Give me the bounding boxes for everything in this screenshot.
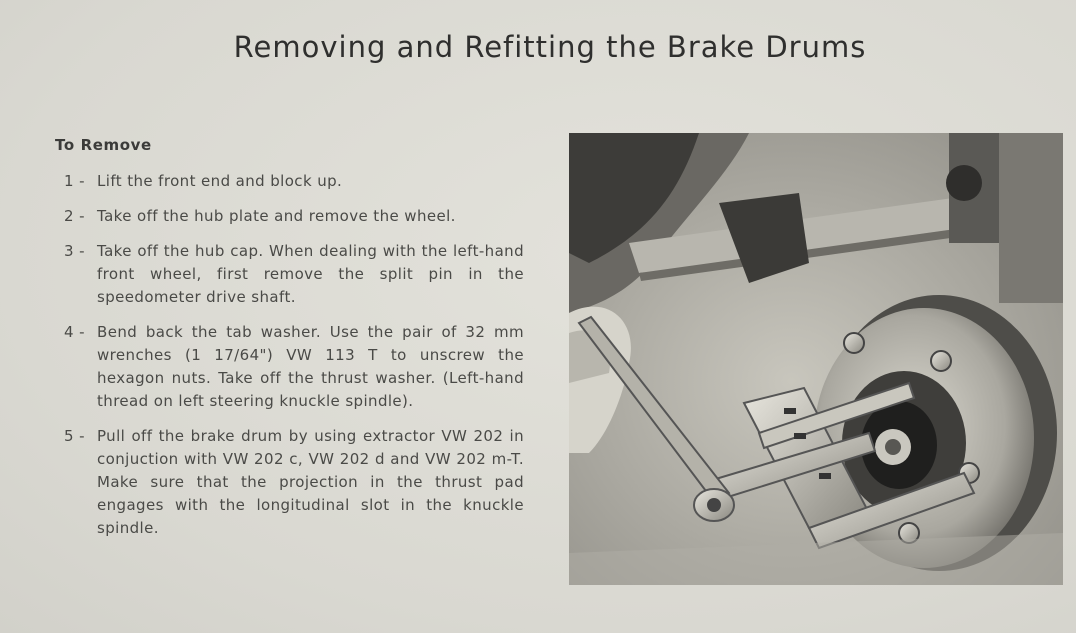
photo-illustration [569,133,1063,585]
step-text: Lift the front end and block up. [97,172,343,190]
step-item [64,425,524,540]
step-number: 1 - [64,172,85,190]
step-item [64,240,524,309]
step-text: Take off the hub cap. When dealing with the left-hand front wheel, first remove the split pin in the speedometer drive shaft. [97,242,524,306]
step-item [64,321,524,413]
step-item [64,170,524,193]
section-heading: To Remove [55,136,152,154]
brake-drum-extractor-photo [569,133,1063,585]
step-number: 4 - [64,323,85,341]
page-title: Removing and Refitting the Brake Drums [233,30,867,64]
instruction-steps [64,170,524,552]
step-text: Bend back the tab washer. Use the pair of 32 mm wrenches (1 17/64") VW 113 T to unscrew the hexagon nuts. Take off the thrust washer. (Left-hand thread on left steering knuckle spindle). [97,323,524,410]
step-number: 2 - [64,207,85,225]
step-number: 3 - [64,242,85,260]
step-text: Pull off the brake drum by using extractor VW 202 in conjuction with VW 202 c, VW 202 d and VW 202 m-T. Make sure that the projection in the thrust pad engages with the longitudinal slot in the knuckle spindle. [97,427,524,537]
step-text: Take off the hub plate and remove the wheel. [97,207,456,225]
step-number: 5 - [64,427,85,445]
step-item [64,205,524,228]
